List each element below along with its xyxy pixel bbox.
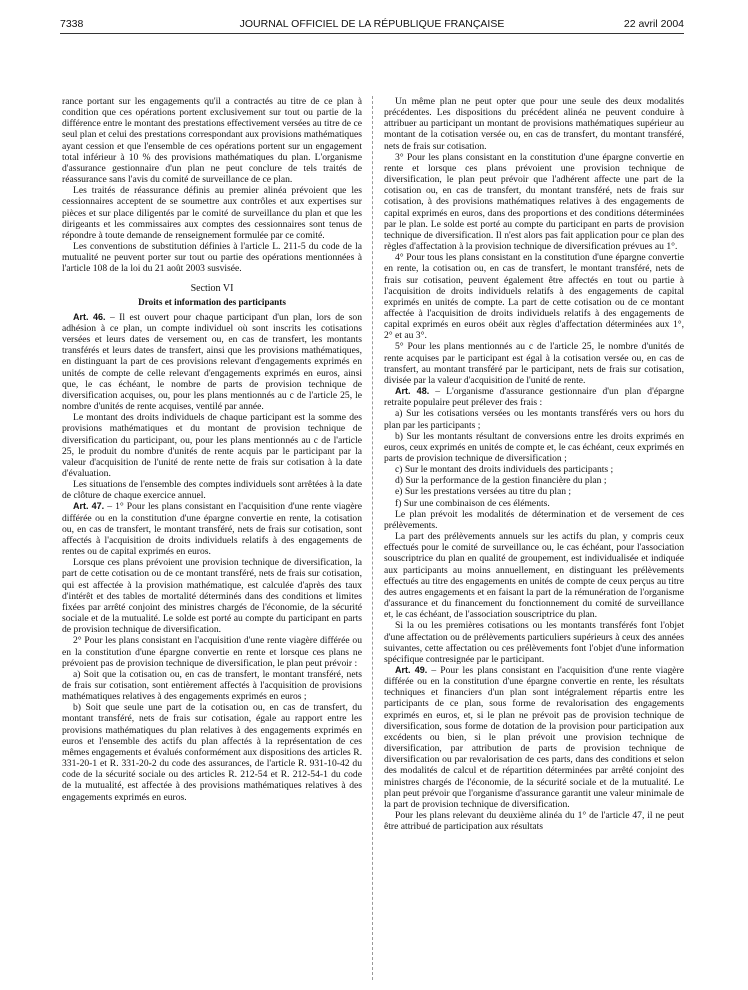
right-column — [384, 96, 684, 980]
section-subtitle: Droits et information des participants — [138, 296, 286, 307]
section-title: Section VI — [190, 282, 234, 294]
column-divider — [372, 96, 373, 980]
paragraph: Les conventions de substitution définies à l'article L. 211-5 du code de la mutualité ne peuvent porter sur tout ou partie des opérations mentionnées à l'article 108 de la loi du 21 août 2003 susvisée. — [62, 241, 362, 275]
paragraph: c) Sur le montant des droits individuels des participants ; — [395, 464, 614, 476]
publication-date: 22 avril 2004 — [623, 18, 684, 30]
article-text: – Pour les plans consistant en l'acquisition d'une rente viagère différée ou en la constitution d'une épargne convertie en rente, les résultats techniques et financiers d'un plan sont intégralement répartis entre les participants de ce plan, sous forme de revalorisation des engagements exprimés en euros, et, si le plan ne prévoit pas de provision technique de diversification, sous forme de dotation de la provision pour participation aux excédents ou bien, si le plan prévoit une provision technique de diversification, par attribution de parts de provision technique de diversification ou par revalorisation de ces parts, dans des conditions et selon des modalités de calcul et de répartition déterminées par arrêté conjoint des ministres chargés de l'économie, de la sécurité sociale et de la mutualité. Le plan peut prévoir que l'organisme d'assurance garantit une valeur minimale de la part de provision technique de diversification. — [384, 664, 684, 810]
article-46 — [62, 312, 362, 412]
paragraph: Si la ou les premières cotisations ou les montants transférés font l'objet d'une affectation ou de prélèvements particuliers supérieurs à ceux des années suivantes, cette affectation ou ces prélèvements font l'objet d'une information spécifique contresignée par le participant. — [384, 620, 684, 665]
page-header — [60, 18, 684, 34]
article-47 — [62, 501, 362, 557]
paragraph: f) Sur une combinaison de ces éléments. — [395, 497, 550, 509]
paragraph: La part des prélèvements annuels sur les actifs du plan, y compris ceux effectués pour le comité de surveillance ou, le cas échéant, pour l'association souscriptrice du plan en qualité de groupement, est individualisée et indiquée aux participants au moins annuellement, en distinguant les prélèvements effectués au titre des engagements en unités de compte de ceux perçus au titre des autres engagements et en faisant la part de la rémunération de l'organisme d'assurance et du financement du fonctionnement du comité de surveillance et, le cas échéant, de l'association souscriptrice du plan. — [384, 531, 684, 621]
paragraph: Le plan prévoit les modalités de détermination et de versement de ces prélèvements. — [384, 508, 684, 531]
paragraph: Le montant des droits individuels de chaque participant est la somme des provisions mathématiques et du montant de provision technique de diversification du participant, ou, pour les plans mentionnés au c de l'article 25, le produit du nombre d'unités de rente acquis par le participant par la valeur d'acquisition de l'unité de rente nette de frais sur cotisation à la date d'évaluation. — [62, 412, 362, 479]
page-number: 7338 — [60, 18, 84, 30]
article-label: Art. 47. — [73, 501, 105, 512]
article-text: – 1° Pour les plans consistant en l'acquisition d'une rente viagère différée ou en la constitution d'une épargne convertie en rente, la cotisation ou, en cas de transfert, le montant transféré, nets de frais sur cotisation, sont affectés à l'acquisition de droits individuels relatifs à des engagements de rentes ou de capital exprimés en euros. — [62, 501, 362, 558]
paragraph: 5° Pour les plans mentionnés au c de l'article 25, le nombre d'unités de rente acquises par le participant est égal à la cotisation versée ou, en cas de transfert, au montant transféré par le participant, nets de frais sur cotisation, divisée par la valeur d'acquisition de l'unité de rente. — [384, 341, 684, 386]
header-rule — [60, 33, 684, 34]
paragraph: e) Sur les prestations versées au titre du plan ; — [395, 486, 572, 498]
article-48 — [384, 386, 684, 408]
left-column — [62, 96, 362, 980]
paragraph: Les situations de l'ensemble des comptes individuels sont arrêtées à la date de clôture de chaque exercice annuel. — [62, 479, 362, 502]
article-label: Art. 48. — [395, 386, 430, 397]
paragraph: 2° Pour les plans consistant en l'acquisition d'une rente viagère différée ou en la constitution d'une épargne convertie en rente et lorsque ces plans ne prévoient pas de provision technique de diversification, le plan peut prévoir : — [62, 635, 362, 669]
article-49 — [384, 665, 684, 810]
paragraph: Un même plan ne peut opter que pour une seule des deux modalités précédentes. Les dispositions du précédent alinéa ne peuvent conduire à attribuer au participant un montant de provisions mathématiques supérieur au montant de la cotisation versée ou, en cas de transfert, du montant transféré, nets de frais sur cotisation. — [384, 96, 684, 152]
paragraph: d) Sur la performance de la gestion financière du plan ; — [395, 475, 607, 487]
paragraph: a) Sur les cotisations versées ou les montants transférés vers ou hors du plan par les participants ; — [384, 408, 684, 431]
journal-title: JOURNAL OFFICIEL DE LA RÉPUBLIQUE FRANÇAISE — [239, 18, 505, 30]
article-text: – Il est ouvert pour chaque participant d'un plan, lors de son adhésion à ce plan, un compte individuel où sont inscrits les cotisations versées et leurs dates de versement ou, en cas de transfert, les montants transférés et leurs dates de transfert, ainsi que les provisions mathématiques, en distinguant la part de ces provisions relevant d'engagements exprimés en unités de compte de celle relevant d'engagements exprimés en euros, ainsi que, le cas échéant, le nombre de parts de provision technique de diversification acquises, ou, pour les plans mentionnés au c de l'article 25, le nombre d'unités de rente acquises, ventilé par année. — [62, 311, 362, 413]
article-text: – L'organisme d'assurance gestionnaire d'un plan d'épargne retraite populaire peut prélever des frais : — [384, 386, 684, 409]
paragraph: b) Sur les montants résultant de conversions entre les droits exprimés en euros, ceux exprimés en unités de compte et, le cas échéant, ceux exprimés en parts de provision technique de diversification ; — [384, 430, 684, 464]
article-label: Art. 46. — [73, 311, 106, 322]
paragraph: a) Soit que la cotisation ou, en cas de transfert, le montant transféré, nets de frais sur cotisation, sont entièrement affectés à l'acquisition de provisions mathématiques relatives à des engagements exprimés en euros ; — [62, 668, 362, 703]
paragraph: 3° Pour les plans consistant en la constitution d'une épargne convertie en rente et lorsque ces plans prévoient une provision technique de diversification, le plan peut prévoir que l'adhérent affecte une part de la cotisation ou, en cas de transfert, du montant transféré, nets de frais sur cotisation, à des provisions mathématiques relatives à des engagements de capital exprimés en euros, dans des proportions et des conditions déterminées par le plan. Le solde est porté au compte du participant en parts de provision technique de diversification. Il n'est alors pas fait application pour ce plan des règles d'affectation à la provision technique de diversification prévues au 1°. — [384, 151, 684, 253]
paragraph: Les traités de réassurance définis au premier alinéa prévoient que les cessionnaires acceptent de se soumettre aux contrôles et aux expertises sur pièces et sur place diligentés par le comité de surveillance du plan et que les dirigeants et les commissaires aux comptes des cessionnaires sont tenus de répondre à toute demande de renseignement formulée par ce comité. — [62, 185, 362, 241]
paragraph: Lorsque ces plans prévoient une provision technique de diversification, la part de cette cotisation ou de ce montant transféré, nets de frais sur cotisation, qui est affectée à la provision mathématique, est calculée d'après des taux d'intérêt et des tables de mortalité déterminés dans des conditions et limites fixées par arrêté conjoint des ministres chargés de l'économie, de la sécurité sociale et de la mutualité. Le solde est porté au compte du participant en parts de provision technique de diversification. — [62, 557, 362, 636]
paragraph: 4° Pour tous les plans consistant en la constitution d'une épargne convertie en rente, la cotisation ou, en cas de transfert, le montant transféré, nets de frais sur cotisation, peuvent également être affectés en tout ou partie à l'acquisition de droits individuels relatifs à des engagements de capital exprimés en unités de compte. La part de cette cotisation ou de ce montant affectée à l'acquisition de droits individuels relatifs à des engagements de capital exprimés en euros obéit aux règles d'affectation déterminées aux 1°, 2° et au 3°. — [384, 252, 684, 342]
paragraph: Pour les plans relevant du deuxième alinéa du 1° de l'article 47, il ne peut être attribué de participation aux résultats — [384, 810, 684, 833]
paragraph: b) Soit que seule une part de la cotisation ou, en cas de transfert, du montant transféré, nets de frais sur cotisation, égale au rapport entre les provisions mathématiques du plan relatives à des engagements exprimés en euros et l'ensemble des actifs du plan affectés à la représentation de ces mêmes engagements et évalués conformément aux dispositions des articles R. 331-20-1 et R. 331-20-2 du code des assurances, de l'article R. 931-10-42 du code de la sécurité sociale ou des articles R. 212-54 et R. 212-54-1 du code de la mutualité, est affectée à des provisions mathématiques relatives à des engagements exprimés en euros. — [62, 702, 362, 803]
article-label: Art. 49. — [395, 664, 428, 675]
paragraph: rance portant sur les engagements qu'il a contractés au titre de ce plan à condition que ces opérations portent exclusivement sur tout ou partie de la différence entre le montant des prestations effectivement versées au titre de ce seul plan et celui des prestations correspondant aux provisions mathématiques ayant cession et que l'ensemble de ces opérations portent sur un engagement total inférieur à 10 % des provisions mathématiques du plan. L'organisme d'assurance gestionnaire d'un plan ne peut conclure de tels traités de réassurance sans l'avis du comité de surveillance de ce plan. — [62, 96, 362, 186]
